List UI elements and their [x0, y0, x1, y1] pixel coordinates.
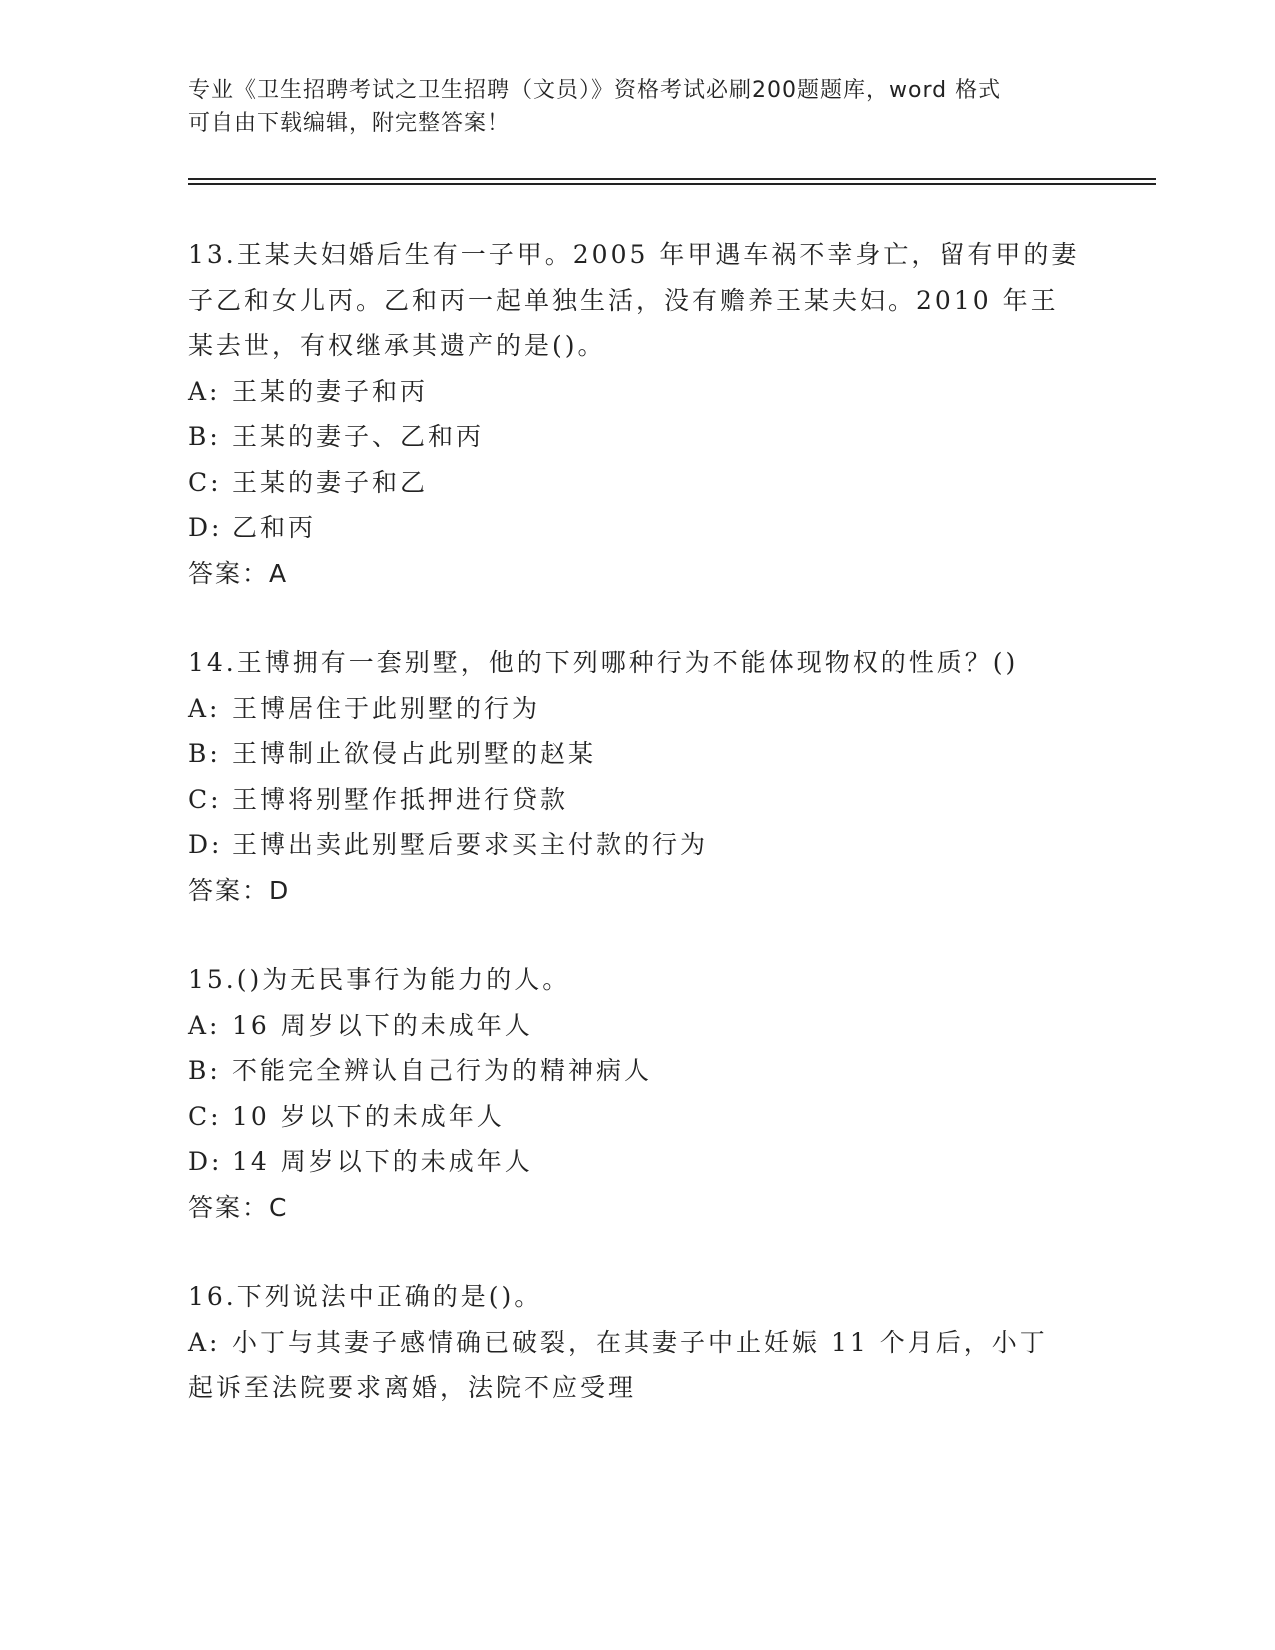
option-text: 王博将别墅作抵押进行贷款: [232, 784, 569, 814]
option-text: 14 周岁以下的未成年人: [232, 1147, 533, 1176]
answer-line: 答案：D: [188, 875, 291, 905]
answer-line: 答案：A: [188, 558, 289, 588]
option-d: [188, 505, 1088, 551]
option-text: 16 周岁以下的未成年人: [232, 1010, 533, 1040]
option-text: 王博居住于此别墅的行为: [232, 693, 541, 723]
header-divider-top: [188, 178, 1156, 180]
header-title-line-1: 专业《卫生招聘考试之卫生招聘（文员）》资格考试必刷200题题库，word 格式: [188, 78, 1002, 103]
option-letter: D:: [188, 1147, 223, 1176]
option-text: 10 岁以下的未成年人: [232, 1101, 505, 1131]
question-stem-line: 某去世，有权继承其遗产的是()。: [188, 331, 606, 360]
question-stem-line: 16.下列说法中正确的是()。: [188, 1282, 543, 1311]
question-stem: [188, 957, 1088, 1003]
option-letter: C:: [188, 467, 222, 497]
question-13: [188, 232, 1088, 596]
option-letter: D:: [188, 830, 223, 859]
question-stem-line: 14.王博拥有一套别墅，他的下列哪种行为不能体现物权的性质？(): [188, 648, 1019, 677]
option-letter: A:: [188, 693, 221, 723]
option-text: 王某的妻子和丙: [232, 376, 429, 406]
question-15: [188, 957, 1088, 1230]
option-text: 王某的妻子、乙和丙: [232, 422, 485, 451]
option-d: [188, 822, 1088, 868]
option-letter: A:: [188, 1010, 221, 1040]
option-d: [188, 1139, 1088, 1185]
option-text: 王博制止欲侵占此别墅的赵某: [232, 739, 597, 768]
option-letter: C:: [188, 1101, 222, 1131]
option-letter: D:: [188, 513, 223, 542]
option-text: 王某的妻子和乙: [232, 467, 429, 497]
option-letter: A:: [188, 1327, 221, 1357]
option-letter: B:: [188, 739, 221, 768]
question-stem-line: 13.王某夫妇婚后生有一子甲。2005 年甲遇车祸不幸身亡，留有甲的妻: [188, 240, 1080, 269]
option-c: [188, 777, 1088, 823]
question-stem-line: 子乙和女儿丙。乙和丙一起单独生活，没有赡养王某夫妇。2010 年王: [188, 285, 1059, 315]
option-text: 乙和丙: [232, 513, 317, 542]
option-letter: A:: [188, 376, 221, 406]
option-text: 不能完全辨认自己行为的精神病人: [232, 1056, 653, 1085]
option-a: [188, 686, 1088, 732]
question-16: [188, 1274, 1088, 1411]
answer-line: 答案：C: [188, 1192, 289, 1222]
option-a: [188, 1320, 1088, 1411]
option-a: [188, 1003, 1088, 1049]
option-text: 小丁与其妻子感情确已破裂，在其妻子中止妊娠 11 个月后，小丁: [232, 1327, 1048, 1357]
question-list: [188, 232, 1088, 1455]
question-stem: [188, 640, 1088, 686]
option-text-continuation: 起诉至法院要求离婚，法院不应受理: [188, 1373, 637, 1402]
document-header: [188, 74, 1088, 140]
option-letter: B:: [188, 1056, 221, 1085]
option-a: [188, 369, 1088, 415]
question-stem-line: 15.()为无民事行为能力的人。: [188, 965, 571, 994]
header-title-line-2: 可自由下载编辑，附完整答案！: [188, 111, 511, 136]
option-letter: C:: [188, 784, 222, 814]
option-b: [188, 731, 1088, 777]
option-letter: B:: [188, 422, 221, 451]
option-b: [188, 414, 1088, 460]
question-stem: [188, 1274, 1088, 1320]
option-text: 王博出卖此别墅后要求买主付款的行为: [232, 830, 709, 859]
question-stem: [188, 232, 1088, 369]
question-14: [188, 640, 1088, 913]
header-divider-bottom: [188, 183, 1156, 185]
option-c: [188, 460, 1088, 506]
option-c: [188, 1094, 1088, 1140]
option-b: [188, 1048, 1088, 1094]
